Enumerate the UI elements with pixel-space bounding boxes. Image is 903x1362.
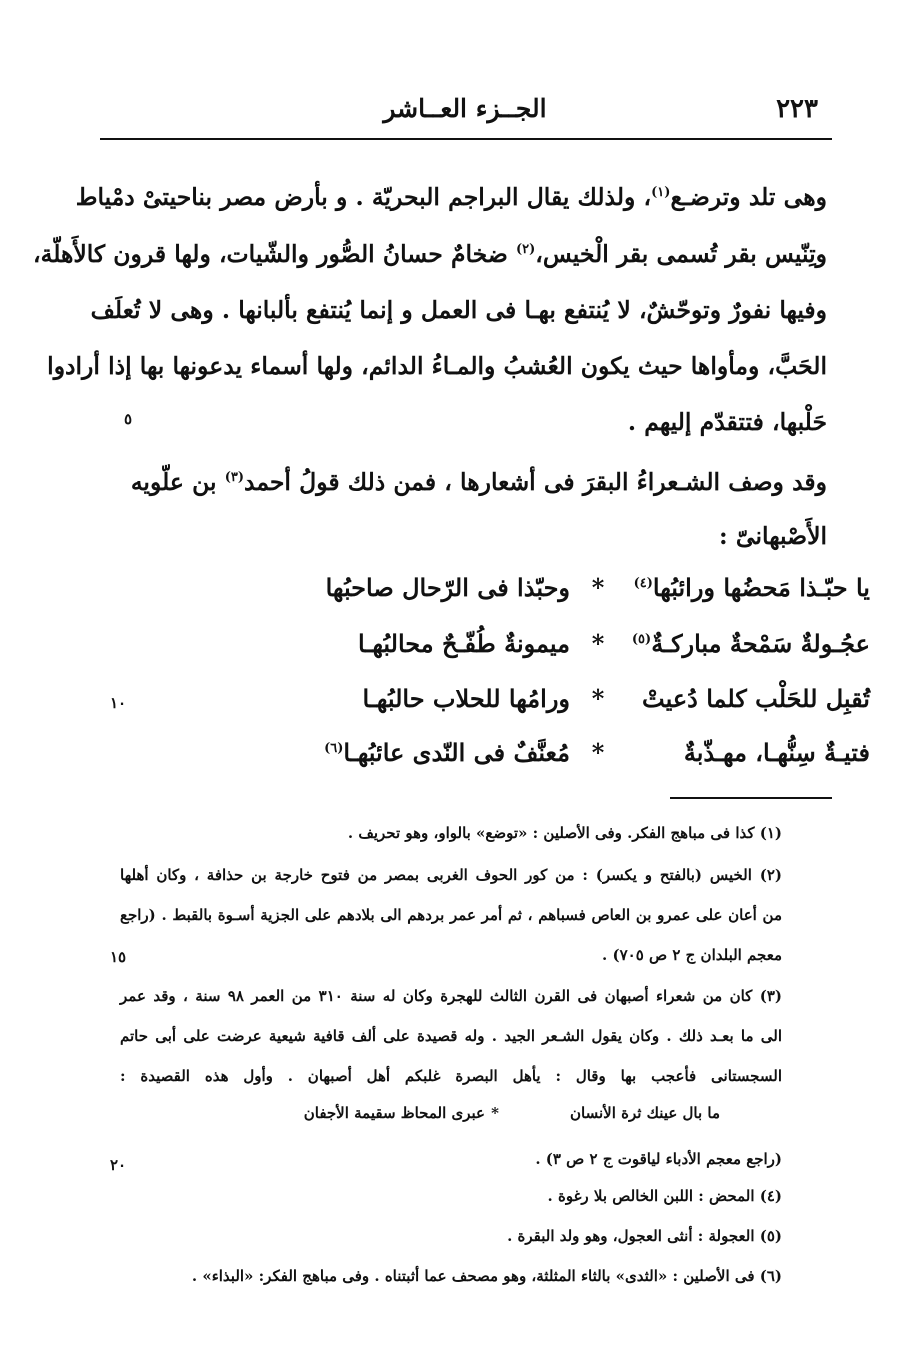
verse-separator: * <box>591 629 605 658</box>
verse-first-hemistich: عجُـولةٌ سَمْحةٌ مباركـةٌ$^{(٥)}$ <box>631 629 870 658</box>
verse-second-hemistich: ورامُها للحلاب حالبُهـا <box>362 684 570 713</box>
footnote-ref: (٣) <box>224 470 244 486</box>
body-line: حَلْبها، فتتقدّم إليهم . <box>627 408 827 436</box>
verse-second-hemistich: وحبّذا فى الرّحال صاحبُها <box>325 573 570 602</box>
body-line: وهى تلد وترضـع$^{(١)}$، ولذلك يقال البراجم البحريّة . و بأرض مصر بناحيتىْ دمْياط <box>75 183 827 211</box>
verse-first-hemistich: فتيـةٌ سِنُّهـا، مهـذّبةٌ <box>683 738 870 767</box>
footnote-rule <box>670 797 832 799</box>
footnote: (٥) العجولة : أنثى العجول، وهو ولد البقرة . <box>507 1227 782 1245</box>
verse-first-hemistich: تُقبِل للحَلْب كلما دُعيتْ <box>642 684 870 713</box>
body-line: وفيها نفورٌ وتوحّشٌ، لا يُنتفع بهـا فى العمل و إنما يُنتفع بألبانها . وهى لا تُعلَف <box>90 296 827 324</box>
body-line: الحَبَّ، ومأواها حيث يكون العُشبُ والمـاءُ الدائم، ولها أسماء يدعونها بها إذا أرادوا <box>47 352 827 380</box>
footnote-ref: (٢) <box>515 242 536 258</box>
footnote: (٣) كان من شعراء أصبهان فى القرن الثالث للهجرة وكان له سنة ٣١٠ من العمر ٩٨ سنة ، وقد عمر <box>120 987 782 1005</box>
footnote: (٢) الخيس (بالفتح و يكسر) : من كور الحوف الغربى بمصر من فتوح خارجة بن حذافة ، وكان أهلها <box>120 866 782 884</box>
body-line: وقد وصف الشـعراءُ البقرَ فى أشعارها ، فمن ذلك قولُ أحمد$^{(٣)}$ بن علّويه <box>130 468 827 496</box>
margin-line-number: ٢٠ <box>110 1156 127 1174</box>
body-line: الأَصْبهانىّ : <box>719 522 827 550</box>
footnote-verse-first: ما بال عينك ثرة الأنسان <box>570 1104 720 1122</box>
margin-line-number: ٥ <box>124 410 133 428</box>
footnote: (١) كذا فى مباهج الفكر. وفى الأصلين : «توضع» بالواو، وهو تحريف . <box>347 824 782 842</box>
page-number: ٢٢٣ <box>776 94 818 124</box>
footnote: (٤) المحض : اللبن الخالص بلا رغوة . <box>547 1187 782 1205</box>
footnote-ref: (٦) <box>324 741 344 756</box>
footnote-continuation: الى ما بعـد ذلك . وكان يقول الشـعر الجيد . وله قصيدة على ألف قافية شيعية عرضت على أبى حاتم <box>120 1027 782 1045</box>
verse-separator: * <box>491 1104 499 1122</box>
verse-separator: * <box>591 573 605 602</box>
footnote-ref: (١) <box>651 185 671 201</box>
footnote-ref: (٤) <box>633 576 653 591</box>
footnote: (٦) فى الأصلين : «الثدى» بالثاء المثلثة، وهو مصحف عما أثبتناه . وفى مباهج الفكر: «البذاء» . <box>191 1267 782 1285</box>
footnote-verse-second: عبرى المحاظ سقيمة الأجفان <box>303 1104 485 1122</box>
running-title: الجــزء العــاشر <box>383 94 547 123</box>
body-line: وتِنّيس بقر تُسمى بقر الْخيس،$^{(٢)}$ ضخامٌ حسانُ الصُّور والشّيات، ولها قرون كالأَهلّة، <box>33 240 827 268</box>
footnote-continuation: من أعان على عمرو بن العاص فسباهم ، ثم أمر عمر بردهم الى بلادهم على الجزية أسـوة بالقبط . (راجع <box>120 906 782 924</box>
verse-separator: * <box>591 684 605 713</box>
footnote-continuation: السجستانى فأعجب بها وقال : يأهل البصرة غلبكم أهل أصبهان . وأول هذه القصيدة : <box>120 1067 782 1085</box>
verse-second-hemistich: مُعنَّفٌ فى النّدى عائبُهـا$^{(٦)}$ <box>324 738 570 767</box>
margin-line-number: ١٠ <box>110 694 127 712</box>
page-header <box>100 88 830 128</box>
verse-separator: * <box>591 738 605 767</box>
margin-line-number: ١٥ <box>110 948 127 966</box>
footnote-ref: (٥) <box>631 632 652 647</box>
verse-second-hemistich: ميمونةٌ طُفّـحٌ محالبُهـا <box>357 629 570 658</box>
footnote-continuation: (راجع معجم الأدباء لياقوت ج ٢ ص ٣) . <box>535 1150 782 1168</box>
header-rule <box>100 138 832 140</box>
footnote-continuation: معجم البلدان ج ٢ ص ٧٠٥) . <box>602 946 782 964</box>
verse-first-hemistich: يا حبّـذا مَحضُها ورائبُها$^{(٤)}$ <box>633 573 870 602</box>
